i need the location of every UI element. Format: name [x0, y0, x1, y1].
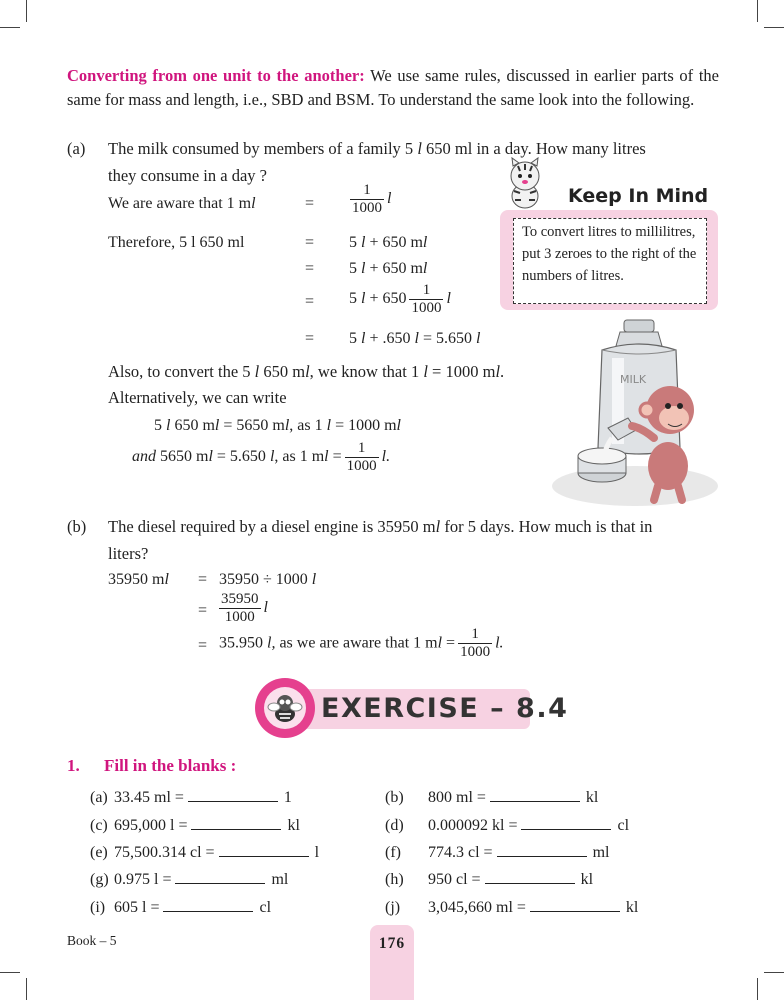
part-b-lhs: 35950 ml [108, 571, 169, 588]
fill-blank-item [90, 842, 319, 863]
footer-book: Book – 5 [67, 933, 117, 948]
crop-mark [757, 0, 758, 22]
step-1: 5 l + 650 ml [349, 234, 428, 251]
equals-sign: = [198, 571, 208, 588]
item-unit: kl [625, 899, 639, 916]
answer-blank[interactable] [530, 897, 620, 912]
q1-number: 1. [67, 756, 80, 775]
bee-mascot-icon [267, 690, 303, 726]
item-label: (g) [90, 871, 109, 888]
item-label: (a) [90, 789, 108, 806]
also-line: Also, to convert the 5 l 650 ml, we know that 1 l = 1000 ml. [108, 362, 505, 381]
item-unit: cl [617, 817, 630, 834]
item-expression: 950 cl = [428, 871, 481, 888]
item-expression: 695,000 l = [114, 817, 188, 834]
item-label: (j) [385, 899, 401, 916]
part-a-label: (a) [67, 139, 86, 158]
exercise-circle [255, 678, 315, 738]
item-unit: kl [580, 871, 594, 888]
answer-blank[interactable] [175, 869, 265, 884]
answer-blank[interactable] [485, 869, 575, 884]
item-unit: 1 [283, 789, 292, 806]
milk-can-monkey-illustration [550, 318, 720, 506]
item-unit: cl [259, 899, 272, 916]
answer-blank[interactable] [188, 787, 278, 802]
alt-line-2: and 5650 ml = 5.650 l, as 1 ml = $\frac{1}{1000}$ l. [132, 440, 391, 474]
item-unit: ml [592, 844, 610, 861]
crop-mark [26, 0, 27, 22]
item-expression: 800 ml = [428, 789, 486, 806]
fill-blank-item [90, 897, 271, 918]
equals-sign: = [305, 260, 315, 277]
item-unit: ml [271, 871, 289, 888]
crop-mark [764, 27, 784, 28]
equals-sign: = [305, 330, 315, 347]
intro-paragraph [67, 64, 719, 112]
aware-lhs: We are aware that 1 ml [108, 195, 256, 212]
fill-blank-item [385, 815, 629, 836]
step-3: 5 l + 650 $\frac{1}{1000}$ l [349, 282, 451, 316]
keep-in-mind-title: Keep In Mind [568, 185, 709, 207]
item-expression: 3,045,660 ml = [428, 899, 526, 916]
therefore-lhs: Therefore, 5 l 650 ml [108, 234, 245, 251]
part-a-question-line1: The milk consumed by members of a family 5 l 650 ml in a day. How many litres [108, 139, 646, 158]
fill-blank-item [90, 815, 300, 836]
fill-blank-item [385, 897, 638, 918]
item-expression: 0.000092 kl = [428, 817, 518, 834]
item-expression: 75,500.314 cl = [114, 844, 215, 861]
part-b-line-3: 35.950 l, as we are aware that 1 ml = $\frac{1}{1000}$ l. [219, 626, 504, 660]
part-b-question-line2: liters? [108, 544, 149, 563]
item-expression: 0.975 l = [114, 871, 172, 888]
item-expression: 605 l = [114, 899, 160, 916]
item-expression: 33.45 ml = [114, 789, 184, 806]
item-label: (f) [385, 844, 401, 861]
crop-mark [757, 978, 758, 1000]
answer-blank[interactable] [521, 815, 611, 830]
item-expression: 774.3 cl = [428, 844, 493, 861]
item-unit: l [314, 844, 320, 861]
item-unit: kl [287, 817, 300, 834]
answer-blank[interactable] [497, 842, 587, 857]
alt-line-1: 5 l 650 ml = 5650 ml, as 1 l = 1000 ml [154, 417, 401, 434]
item-label: (h) [385, 871, 404, 888]
alternatively-line: Alternatively, we can write [108, 388, 287, 407]
part-b-question-line1: The diesel required by a diesel engine is 35950 ml for 5 days. How much is that in [108, 517, 653, 536]
keep-in-mind-text: To convert litres to millilitres, put 3 zeroes to the right of the numbers of litres. [522, 224, 697, 284]
item-label: (e) [90, 844, 108, 861]
item-label: (i) [90, 899, 106, 916]
fill-blank-item [90, 787, 292, 808]
intro-body: We use same rules, discussed in earlier parts of the same for mass and length, i.e., SBD and BSM. To understand the same look into the following. [67, 66, 720, 109]
item-label: (d) [385, 817, 404, 834]
part-b-label: (b) [67, 517, 87, 536]
exercise-title: EXERCISE – 8.4 [321, 693, 569, 724]
item-unit: kl [585, 789, 599, 806]
crop-mark [764, 972, 784, 973]
equals-sign: = [305, 234, 315, 251]
crop-mark [0, 27, 20, 28]
fill-blank-item [90, 869, 288, 890]
step-2: 5 l + 650 ml [349, 260, 428, 277]
equals-sign: = [198, 637, 208, 654]
q1-title: Fill in the blanks : [104, 756, 237, 775]
fill-blank-item [385, 842, 609, 863]
part-a-question-line2: they consume in a day ? [108, 166, 267, 185]
answer-blank[interactable] [191, 815, 281, 830]
item-label: (c) [90, 817, 108, 834]
answer-blank[interactable] [219, 842, 309, 857]
milk-can-label: MILK [620, 373, 647, 386]
answer-blank[interactable] [163, 897, 253, 912]
crop-mark [26, 978, 27, 1000]
part-b-line-2: $\frac{35950}{1000}$ l [221, 591, 268, 625]
item-label: (b) [385, 789, 404, 806]
fraction-one-thousandth: $\frac{1}{1000}$ l [352, 182, 392, 216]
step-4: 5 l + .650 l = 5.650 l [349, 330, 481, 347]
intro-heading: Converting from one unit to the another: [67, 66, 365, 85]
page-number: 176 [378, 935, 406, 952]
crop-mark [0, 972, 20, 973]
fill-blank-item [385, 787, 598, 808]
equals-sign: = [198, 602, 208, 619]
tiger-mascot-icon [500, 156, 550, 210]
answer-blank[interactable] [490, 787, 580, 802]
part-b-line-1: 35950 ÷ 1000 l [219, 571, 317, 588]
equals-sign: = [305, 195, 315, 212]
exercise-banner [255, 678, 569, 740]
fill-blank-item [385, 869, 593, 890]
equals-sign: = [305, 293, 315, 310]
